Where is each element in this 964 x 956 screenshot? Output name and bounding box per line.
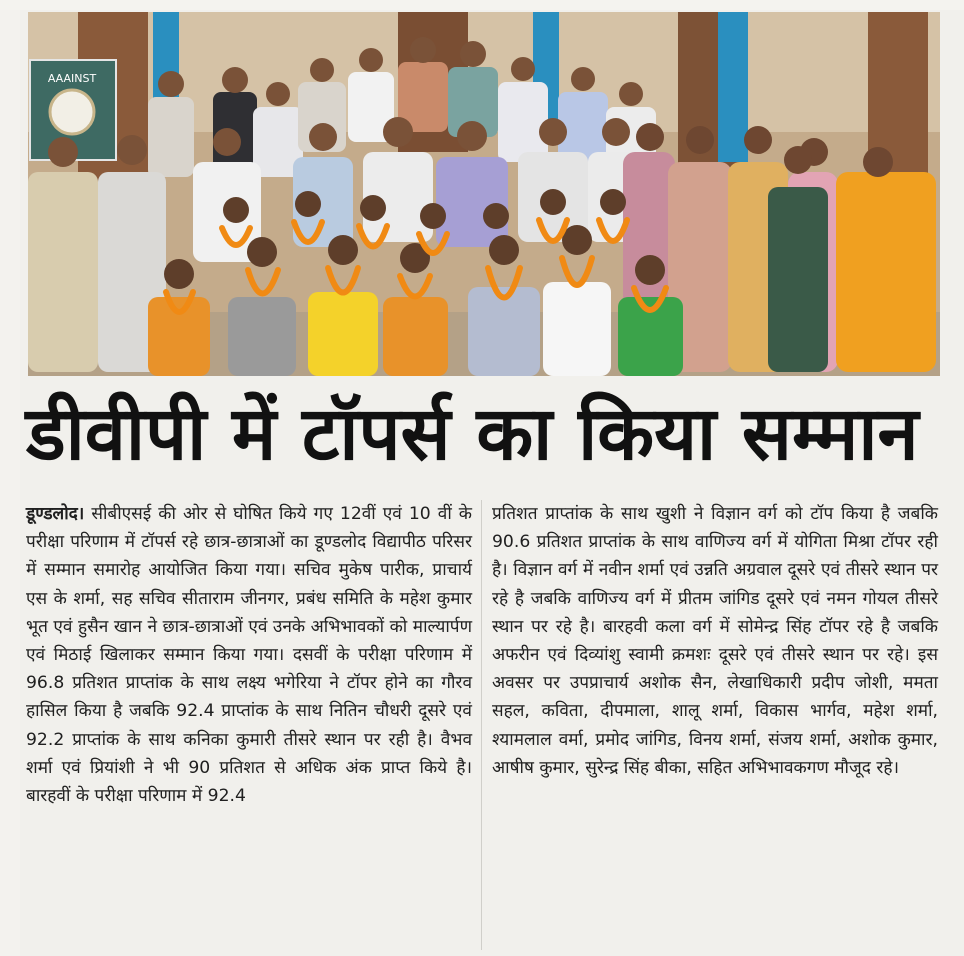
previous-article-strip [0, 0, 964, 10]
article-body-right-column [492, 500, 938, 782]
adjacent-column-margin [0, 10, 20, 956]
article-paragraph-left [26, 500, 472, 810]
body-text-left: सीबीएसई की ओर से घोषित किये गए 12वीं एवं 10 वीं के परीक्षा परिणाम में टॉपर्स रहे छात्र-छात्राओं का डूण्डलोद विद्यापीठ परिसर में सम्मान समारोह आयोजित किया गया। सचिव मुकेष पारीक, प्राचार्य एस के शर्मा, सह सचिव सीताराम जीनगर, प्रबंध समिति के महेश कुमार भूत एवं हुसैन खान ने छात्र-छात्राओं एवं उनके अभिभावकों को माल्यार्पण एवं मिठाई खिलाकर सम्मान किया गया। दसवीं के परीक्षा परिणाम में 96.8 प्रतिशत प्राप्तांक के साथ लक्ष्य भगेरिया ने टॉपर होने का गौरव हासिल किया है जबकि 92.4 प्राप्तांक के साथ नितिन चौधरी दूसरे एवं 92.2 प्राप्तांक के साथ कनिका कुमारी तीसरे स्थान पर रही है। वैभव शर्मा एवं प्रियांशी ने भी 90 प्रतिशत से अधिक अंक प्राप्त किये है। बारहवीं के परीक्षा परिणाम में 92.4 [26, 504, 472, 807]
article-body-left-column [26, 500, 472, 810]
banner-text: AAAINST [47, 72, 97, 85]
article-paragraph-right: प्रतिशत प्राप्तांक के साथ खुशी ने विज्ञान वर्ग को टॉप किया है जबकि 90.6 प्रतिशत प्राप्तांक के साथ वाणिज्य वर्ग में योगिता मिश्रा टॉपर रही है। विज्ञान वर्ग में नवीन शर्मा एवं उन्नति अग्रवाल दूसरे एवं तीसरे स्थान पर रहे है जबकि वाणिज्य वर्ग में प्रीतम जांगिड दूसरे एवं नमन गोयल तीसरे स्थान पर रहे है। बारहवी कला वर्ग में सोमेन्द्र सिंह टॉपर रहे है जबकि अफरीन एवं दिव्यांशु स्वामी क्रमशः दूसरे एवं तीसरे स्थान पर रहे। इस अवसर पर उपप्राचार्य अशोक सैन, लेखाधिकारी प्रदीप जोशी, ममता सहल, कविता, दीपमाला, शालू शर्मा, विकास भार्गव, महेश शर्मा, श्यामलाल वर्मा, प्रमोद जांगिड, विनय शर्मा, संजय शर्मा, अशोक कुमार, आषीष कुमार, सुरेन्द्र सिंह बीका, सहित अभिभावकगण मौजूद रहे। [492, 504, 938, 778]
news-photo [28, 12, 940, 376]
dateline: डूण्डलोद। [26, 504, 85, 524]
column-divider [481, 500, 482, 950]
group-photo-illustration [28, 12, 940, 376]
article-headline: डीवीपी में टॉपर्स का किया सम्मान [26, 391, 919, 477]
